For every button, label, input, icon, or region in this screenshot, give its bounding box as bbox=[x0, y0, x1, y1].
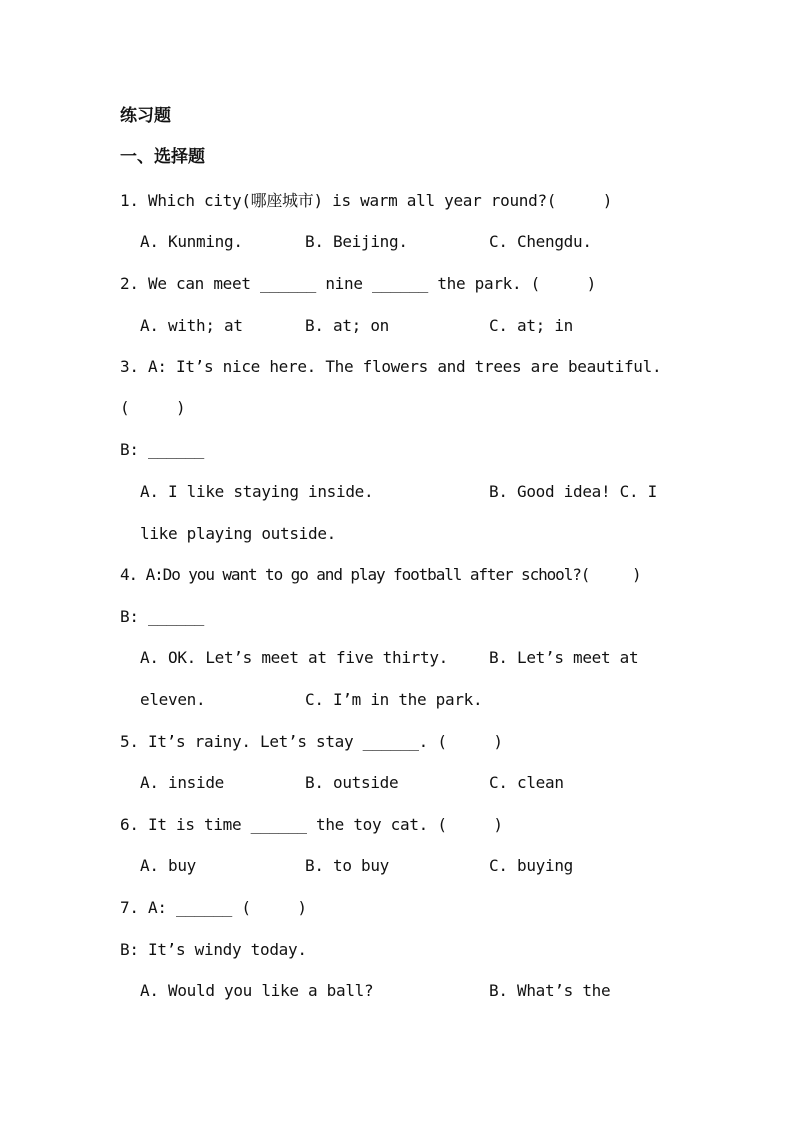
question-5: 5. It’s rainy. Let’s stay ______. ( ) bbox=[120, 732, 503, 751]
question-2-option-a: A. with; at bbox=[140, 316, 243, 335]
page-title: 练习题 bbox=[120, 106, 171, 126]
question-3: 3. A: It’s nice here. The flowers and trees are beautiful. bbox=[120, 357, 662, 376]
question-4: 4. A:Do you want to go and play football after school?( ) bbox=[120, 565, 641, 584]
question-3-reply: B: ______ bbox=[120, 440, 204, 459]
section-heading: 一、选择题 bbox=[120, 147, 205, 167]
question-1-option-b: B. Beijing. bbox=[305, 232, 408, 251]
question-6-option-a: A. buy bbox=[140, 856, 196, 875]
question-7-option-a: A. Would you like a ball? bbox=[140, 981, 374, 1000]
question-7-reply: B: It’s windy today. bbox=[120, 940, 307, 959]
question-1-option-a: A. Kunming. bbox=[140, 232, 243, 251]
question-3-answer-paren: ( ) bbox=[120, 398, 186, 417]
question-6-option-b: B. to buy bbox=[305, 856, 389, 875]
question-3-option-b: B. Good idea! C. I bbox=[489, 482, 657, 501]
question-2-option-b: B. at; on bbox=[305, 316, 389, 335]
question-7-option-b: B. What’s the bbox=[489, 981, 611, 1000]
question-3-option-c-continued: like playing outside. bbox=[140, 524, 336, 543]
question-4-option-a: A. OK. Let’s meet at five thirty. bbox=[140, 648, 448, 667]
question-4-option-b-continued: eleven. bbox=[140, 690, 206, 709]
question-4-option-b: B. Let’s meet at bbox=[489, 648, 639, 667]
question-1: 1. Which city(哪座城市) is warm all year round?( ) bbox=[120, 191, 613, 210]
question-6-option-c: C. buying bbox=[489, 856, 573, 875]
question-5-option-a: A. inside bbox=[140, 773, 224, 792]
question-5-option-b: B. outside bbox=[305, 773, 399, 792]
question-1-option-c: C. Chengdu. bbox=[489, 232, 592, 251]
question-4-reply: B: ______ bbox=[120, 607, 204, 626]
question-3-option-a: A. I like staying inside. bbox=[140, 482, 374, 501]
question-7: 7. A: ______ ( ) bbox=[120, 898, 307, 917]
question-2: 2. We can meet ______ nine ______ the park. ( ) bbox=[120, 274, 596, 293]
question-6: 6. It is time ______ the toy cat. ( ) bbox=[120, 815, 503, 834]
question-5-option-c: C. clean bbox=[489, 773, 564, 792]
question-2-option-c: C. at; in bbox=[489, 316, 573, 335]
question-4-option-c: C. I’m in the park. bbox=[305, 690, 483, 709]
